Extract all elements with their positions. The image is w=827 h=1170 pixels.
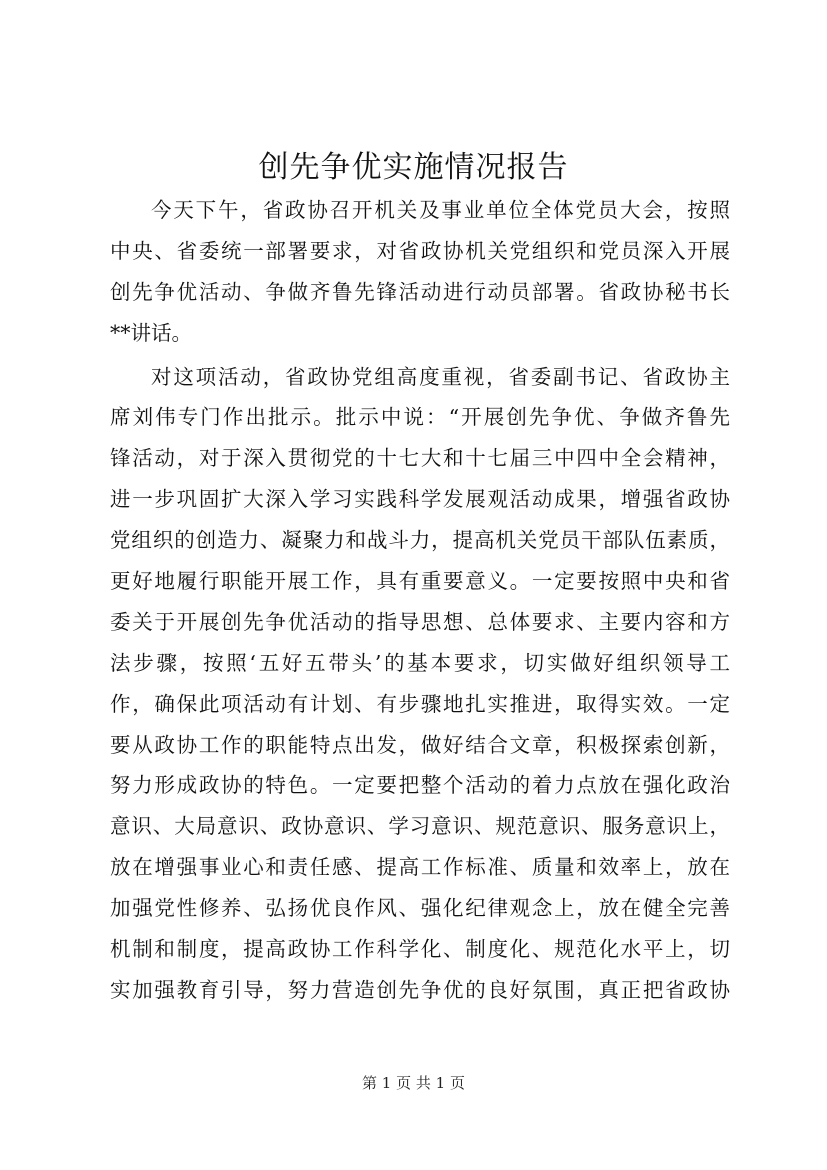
paragraph-2-line-15: 机制和制度，提高政协工作科学化、制度化、规范化水平上，切 [110,937,730,962]
paragraph-2-line-11: 努力形成政协的特色。一定要把整个活动的着力点放在强化政治 [110,773,730,798]
paragraph-2-line-4: 进一步巩固扩大深入学习实践科学发展观活动成果，增强省政协 [110,487,730,512]
paragraph-1-line-3: 创先争优活动、争做齐鲁先锋活动进行动员部署。省政协秘书长 [110,279,730,304]
paragraph-2-line-13: 放在增强事业心和责任感、提高工作标准、质量和效率上，放在 [110,855,730,880]
paragraph-2-line-7: 委关于开展创先争优活动的指导思想、总体要求、主要内容和方 [110,609,730,634]
paragraph-2-line-5: 党组织的创造力、凝聚力和战斗力，提高机关党员干部队伍素质， [110,528,730,553]
paragraph-2-line-6: 更好地履行职能开展工作，具有重要意义。一定要按照中央和省 [110,569,730,594]
paragraph-2-line-1: 对这项活动，省政协党组高度重视，省委副书记、省政协主 [151,364,730,389]
paragraph-2-line-9: 作，确保此项活动有计划、有步骤地扎实推进，取得实效。一定 [110,691,730,716]
document-body [110,190,730,1011]
paragraph-1-line-2: 中央、省委统一部署要求，对省政协机关党组织和党员深入开展 [110,238,730,263]
paragraph-1-line-1: 今天下午，省政协召开机关及事业单位全体党员大会，按照 [151,198,730,222]
paragraph-2-line-8: 法步骤，按照‘五好五带头’的基本要求，切实做好组织领导工 [110,650,730,675]
paragraph-2-line-2: 席刘伟专门作出批示。批示中说：“开展创先争优、争做齐鲁先 [110,405,730,430]
document-title: 创先争优实施情况报告 [258,150,569,185]
paragraph-2-line-3: 锋活动，对于深入贯彻党的十七大和十七届三中四中全会精神， [110,446,730,471]
paragraph-2-line-16: 实加强教育引导，努力营造创先争优的良好氛围，真正把省政协 [110,977,730,1002]
paragraph-1-line-4: **讲话。 [110,320,192,345]
paragraph-2-line-10: 要从政协工作的职能特点出发，做好结合文章，积极探索创新， [110,732,730,757]
page-footer: 第 1 页 共 1 页 [362,1074,465,1092]
paragraph-2-line-14: 加强党性修养、弘扬优良作风、强化纪律观念上，放在健全完善 [110,896,730,921]
paragraph-2-line-12: 意识、大局意识、政协意识、学习意识、规范意识、服务意识上， [110,814,730,839]
